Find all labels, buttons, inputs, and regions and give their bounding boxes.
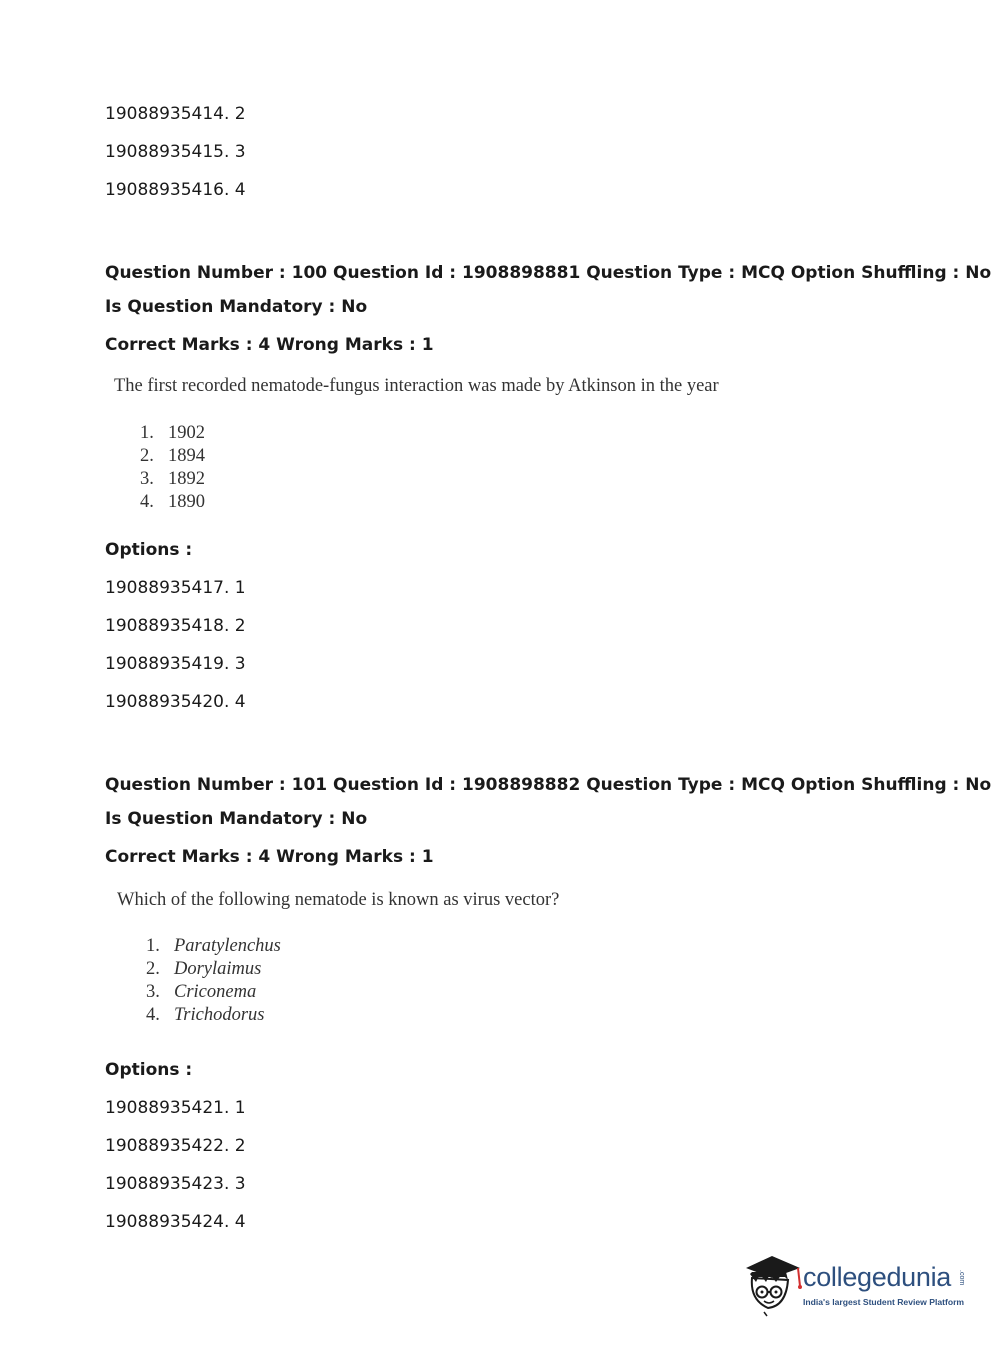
option-line: 19088935421. 1 — [105, 1098, 246, 1118]
choice-item: 1. Paratylenchus — [146, 936, 281, 956]
mascot-icon — [742, 1250, 804, 1320]
choice-item: 2. Dorylaimus — [146, 959, 262, 979]
question-stem: The first recorded nematode-fungus interaction was made by Atkinson in the year — [114, 376, 719, 396]
collegedunia-logo — [742, 1250, 972, 1320]
option-line: 19088935422. 2 — [105, 1136, 246, 1156]
option-line: 19088935418. 2 — [105, 616, 246, 636]
choice-item: 4. Trichodorus — [146, 1005, 265, 1025]
option-line: 19088935419. 3 — [105, 654, 246, 674]
question-choices — [140, 422, 205, 514]
choice-item: 3. Criconema — [146, 982, 257, 1002]
choice-item: 2. 1894 — [140, 446, 205, 466]
brand-tagline: India's largest Student Review Platform — [803, 1297, 965, 1307]
question-header: Question Number : 101 Question Id : 1908898882 Question Type : MCQ Option Shuffling : No — [105, 775, 992, 795]
options-label: Options : — [105, 1060, 193, 1080]
question-mandatory: Is Question Mandatory : No — [105, 297, 368, 317]
question-mandatory: Is Question Mandatory : No — [105, 809, 368, 829]
option-line: 19088935423. 3 — [105, 1174, 246, 1194]
option-line: 19088935415. 3 — [105, 142, 246, 162]
question-choices — [146, 935, 281, 1027]
choice-item: 4. 1890 — [140, 492, 205, 512]
option-line: 19088935420. 4 — [105, 692, 246, 712]
brand-name: collegedunia — [803, 1262, 952, 1292]
option-line: 19088935417. 1 — [105, 578, 246, 598]
question-marks: Correct Marks : 4 Wrong Marks : 1 — [105, 335, 434, 355]
brand-domain: .com — [958, 1270, 965, 1286]
question-marks: Correct Marks : 4 Wrong Marks : 1 — [105, 847, 434, 867]
choice-item: 1. 1902 — [140, 423, 205, 443]
option-line: 19088935416. 4 — [105, 180, 246, 200]
options-label: Options : — [105, 540, 193, 560]
option-line: 19088935414. 2 — [105, 104, 246, 124]
choice-item: 3. 1892 — [140, 469, 205, 489]
question-stem: Which of the following nematode is known as virus vector? — [117, 890, 560, 910]
question-header: Question Number : 100 Question Id : 1908898881 Question Type : MCQ Option Shuffling : No — [105, 263, 992, 283]
option-line: 19088935424. 4 — [105, 1212, 246, 1232]
